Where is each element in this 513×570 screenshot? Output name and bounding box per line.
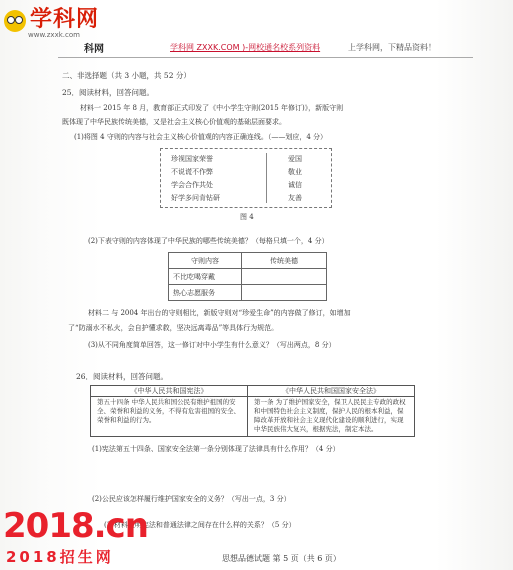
constitution-title: 《中华人民共和国宪法》	[91, 386, 248, 397]
page-footer: 思想品德试题 第 5 页（共 6 页）	[222, 554, 341, 563]
q25-sub3: (3)从不同角度简单回答，这一修订对中小学生有什么意义？（写出两点，8 分）	[88, 341, 336, 349]
q26-sub1: (1)宪法第五十四条、国家安全法第一条分别体现了法律具有什么作用？（4 分）	[92, 445, 340, 453]
figure-4-caption: 图 4	[240, 213, 254, 221]
watermark-logo: 2018.cn	[3, 506, 148, 546]
table-row	[169, 285, 327, 301]
q25-sub1: (1)将图 4 守则的内容与社会主义核心价值观的内容正确连线。（——划应，4 分）	[74, 133, 327, 141]
figure-4-matching-box	[160, 148, 332, 208]
fig4-right-item: 爱国	[288, 155, 302, 163]
table-header: 守则内容	[169, 253, 242, 269]
fig4-right-item: 友善	[288, 194, 302, 202]
q25-sub2: (2)下表守则的内容体现了中华民族的哪些传统美德？（每格只填一个，4 分）	[88, 237, 329, 245]
logo-text: 学科网	[30, 7, 100, 32]
fig4-left-item: 珍视国家荣誉	[171, 155, 213, 163]
figure-4-divider	[266, 153, 267, 203]
q26-sub3: (3)材料表明宪法和普通法律之间存在什么样的关系？（5 分）	[104, 521, 296, 529]
table-cell: 热心志愿服务	[169, 285, 242, 301]
section-title: 二、非选择题（共 3 小题，共 52 分）	[62, 71, 191, 80]
virtue-table	[168, 252, 327, 301]
logo-url: www.zxxk.com	[28, 31, 80, 39]
header-mid-logo: 科网	[84, 44, 104, 55]
fig4-right-item: 敬业	[288, 168, 302, 176]
watermark-subtitle: 2018招生网	[6, 548, 114, 566]
fig4-right-item: 诚信	[288, 181, 302, 189]
fig4-left-item: 好学多问肯钻研	[171, 194, 220, 202]
table-cell: 不比吃喝穿戴	[169, 269, 242, 285]
header-center-link[interactable]: 学科网 ZXXK.COM )-网校通名校系列资料	[170, 43, 321, 52]
security-law-article: 第一条 为了维护国家安全，保卫人民民主专政的政权和中国特色社会主义制度，保护人民的根本利益，保障改革开放和社会主义现代化建设的顺利进行，实现中华民族伟大复兴，根据宪法，制定本法。	[254, 398, 406, 433]
header-divider	[58, 57, 473, 58]
law-excerpt-box	[90, 385, 415, 437]
constitution-article: 第五十四条 中华人民共和国公民有维护祖国的安全、荣誉和利益的义务，不得有危害祖国的安全、荣誉和利益的行为。	[97, 398, 240, 424]
q25-material1-line1: 材料一 2015 年 8 月，教育部正式印发了《中小学生守则(2015 年修订)》，新版守则	[80, 104, 344, 112]
law-divider	[247, 386, 248, 436]
table-header: 传统美德	[242, 253, 327, 269]
q26-number-line: 26．阅读材料，回答问题。	[76, 372, 169, 381]
table-row	[169, 269, 327, 285]
fig4-left-item: 不说谎不作弊	[171, 168, 213, 176]
security-law-title: 《中华人民共和国国家安全法》	[248, 386, 414, 397]
q25-number-line: 25．阅读材料，回答问题。	[62, 88, 155, 97]
answer-cell[interactable]	[242, 269, 327, 285]
q25-material1-line2: 既体现了中华民族传统美德，又是社会主义核心价值观的基础层面要求。	[62, 118, 286, 126]
owl-mascot-icon	[4, 10, 26, 32]
q25-material2-line1: 材料二 与 2004 年出台的守则相比，新版守则对“珍爱生命”的内容做了修订，如增加	[88, 309, 351, 317]
q26-sub2: (2)公民应该怎样履行维护国家安全的义务？（写出一点，3 分）	[92, 495, 291, 503]
q25-material2-line2: 了“防溺水不私火，会自护懂求救，坚决远离毒品”等具体行为规范。	[68, 324, 279, 332]
answer-cell[interactable]	[242, 285, 327, 301]
header-slogan: 上学科网，下精品资料！	[348, 43, 436, 52]
zxxk-logo[interactable]	[4, 8, 99, 32]
fig4-left-item: 学会合作共处	[171, 181, 213, 189]
